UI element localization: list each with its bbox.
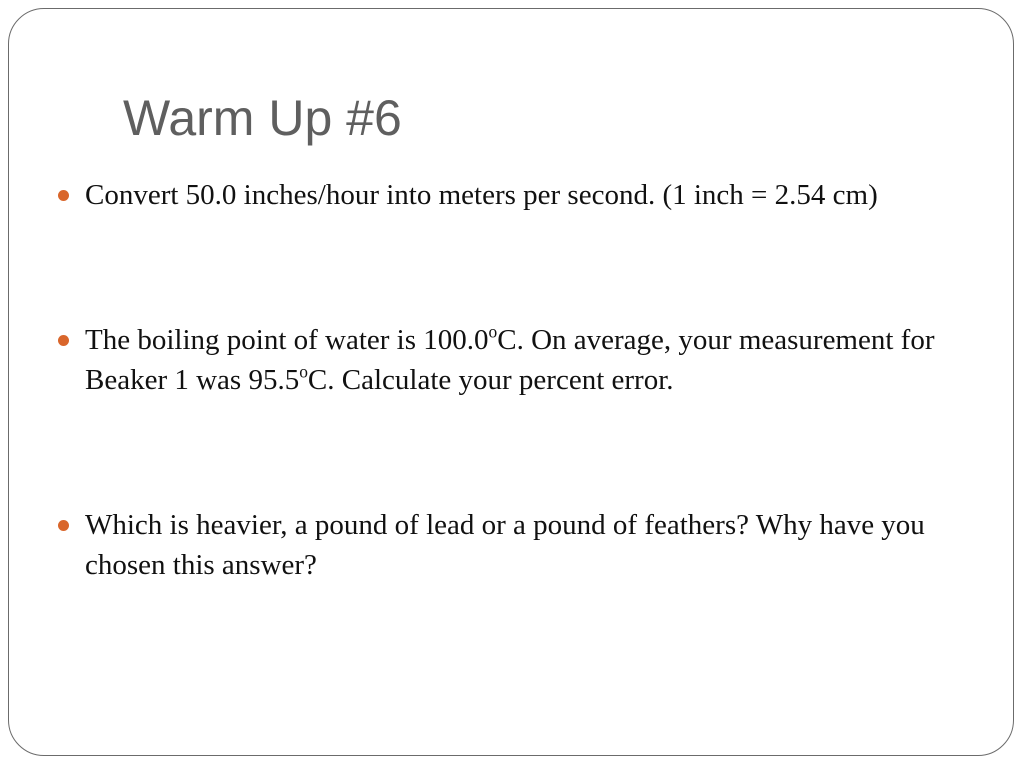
slide-frame [8, 8, 1014, 756]
degree-superscript: o [488, 321, 498, 342]
bullet-text-part: The boiling point of water is 100.0 [85, 324, 489, 356]
bullet-item-conversion [54, 175, 954, 215]
degree-superscript: o [299, 361, 308, 382]
slide-title: Warm Up #6 [123, 90, 402, 146]
bullet-item-heavier [54, 505, 954, 585]
bullet-text [85, 321, 935, 396]
bullet-list [54, 175, 954, 585]
bullet-dot-icon [58, 335, 69, 346]
bullet-item-percent-error [54, 320, 954, 400]
bullet-text-part: C. Calculate your percent error. [307, 364, 674, 396]
bullet-dot-icon [58, 520, 69, 531]
bullet-text-part: C. On average, your measurement for Beaker 1 was 95.5 [85, 324, 935, 396]
bullet-text: Convert 50.0 inches/hour into meters per second. (1 inch = 2.54 cm) [85, 179, 878, 211]
bullet-text: Which is heavier, a pound of lead or a pound of feathers? Why have you chosen this answer? [85, 509, 925, 581]
bullet-dot-icon [58, 190, 69, 201]
